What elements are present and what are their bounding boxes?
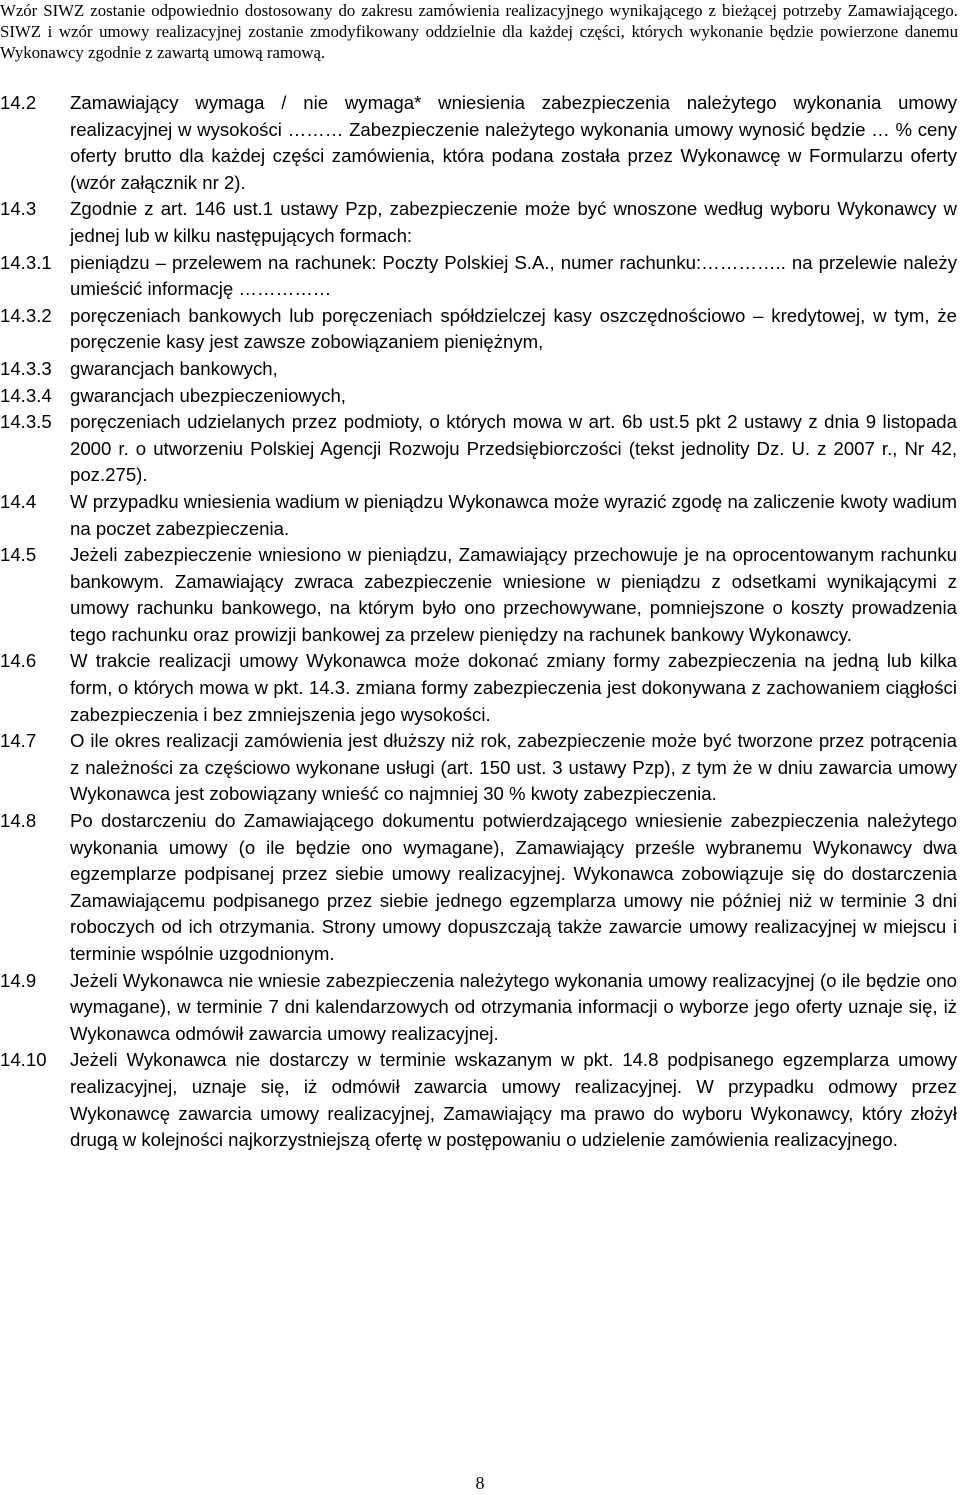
section-text: gwarancjach ubezpieczeniowych, [70, 384, 346, 406]
section-number: 14.3.2 [0, 304, 52, 326]
siwz-header-note: Wzór SIWZ zostanie odpowiednio dostosowany do zakresu zamówienia realizacyjnego wynikającego z bieżącej potrzeby Zamawiającego. SIWZ i wzór umowy realizacyjnej zostanie zmodyfikowany oddzielnie dla każdej części, których wykonanie będzie powierzone danemu Wykonawcy zgodnie z zawartą umową ramową. [0, 1, 958, 62]
section-number: 14.6 [0, 650, 37, 672]
section-number: 14.2 [0, 92, 37, 113]
section-14-5 [0, 542, 957, 648]
section-14-3-2 [0, 303, 957, 356]
section-number: 14.3.3 [0, 357, 52, 379]
section-14-3-5 [0, 409, 957, 489]
section-14-3-1 [0, 250, 957, 303]
section-14-8 [0, 808, 957, 968]
section-text: W trakcie realizacji umowy Wykonawca może dokonać zmiany formy zabezpieczenia na jedną lub kilka form, o których mowa w pkt. 14.3. zmiana formy zabezpieczenia jest dokonywana z zachowaniem ciągłości zabezpieczenia i bez zmniejszenia jego wysokości. [70, 650, 957, 725]
section-number: 14.4 [0, 490, 37, 512]
section-number: 14.8 [0, 810, 37, 832]
section-number: 14.3.5 [0, 411, 52, 433]
section-text: Po dostarczeniu do Zamawiającego dokumentu potwierdzającego wniesienie zabezpieczenia należytego wykonania umowy (o ile będzie ono wymagane), Zamawiający prześle wybranemu Wykonawcy dwa egzemplarze podpisanej przez siebie umowy realizacyjnej. Wykonawca zobowiązuje się do dostarczenia Zamawiającemu podpisanego przez siebie jednego egzemplarza umowy nie później niż w terminie 3 dni roboczych od ich otrzymania. Strony umowy dopuszczają także zawarcie umowy realizacyjnej w miejscu i terminie wspólnie uzgodnionym. [70, 810, 957, 964]
section-number: 14.7 [0, 730, 37, 752]
section-number: 14.5 [0, 544, 37, 566]
section-text: poręczeniach udzielanych przez podmioty, o których mowa w art. 6b ust.5 pkt 2 ustawy z dnia 9 listopada 2000 r. o utworzeniu Polskiej Agencji Rozwoju Przedsiębiorczości (tekst jednolity Dz. U. z 2007 r., Nr 42, poz.275). [70, 411, 957, 486]
security-section-list [0, 90, 957, 1154]
section-text: Zgodnie z art. 146 ust.1 ustawy Pzp, zabezpieczenie może być wnoszone według wyboru Wykonawcy w jednej lub w kilku następujących formach: [70, 198, 957, 246]
section-text: gwarancjach bankowych, [70, 357, 278, 379]
section-14-7 [0, 728, 957, 808]
section-14-10 [0, 1047, 957, 1153]
section-14-4 [0, 489, 957, 542]
section-text: pieniądzu – przelewem na rachunek: Poczty Polskiej S.A., numer rachunku:………….. na przelewie należy umieścić informację …………… [70, 251, 957, 300]
section-14-3-3 [0, 356, 957, 383]
section-number: 14.3 [0, 198, 37, 220]
section-number: 14.3.4 [0, 384, 52, 406]
section-14-3-4 [0, 383, 957, 410]
section-14-3 [0, 196, 957, 249]
section-14-6 [0, 648, 957, 728]
section-text: Jeżeli Wykonawca nie dostarczy w terminie wskazanym w pkt. 14.8 podpisanego egzemplarza umowy realizacyjnej, uznaje się, iż odmówił zawarcia umowy realizacyjnej. W przypadku odmowy przez Wykonawcę zawarcia umowy realizacyjnej, Zamawiający ma prawo do wyboru Wykonawcy, który złożył drugą w kolejności najkorzystniejszą ofertę w postępowaniu o udzielenie zamówienia realizacyjnego. [70, 1049, 957, 1151]
section-14-2 [0, 90, 957, 196]
section-number: 14.3.1 [0, 251, 52, 273]
section-text: O ile okres realizacji zamówienia jest dłuższy niż rok, zabezpieczenie może być tworzone przez potrącenia z należności za częściowo wykonane usługi (art. 150 ust. 3 ustawy Pzp), z tym że w dniu zawarcia umowy Wykonawca jest zobowiązany wnieść co najmniej 30 % kwoty zabezpieczenia. [70, 730, 957, 805]
section-text: Jeżeli zabezpieczenie wniesiono w pieniądzu, Zamawiający przechowuje je na oprocentowanym rachunku bankowym. Zamawiający zwraca zabezpieczenie wniesione w pieniądzu z odsetkami wynikającymi z umowy rachunku bankowego, na którym było ono przechowywane, pomniejszone o koszty prowadzenia tego rachunku oraz prowizji bankowej za przelew pieniędzy na rachunek bankowy Wykonawcy. [70, 544, 957, 645]
page-number: 8 [475, 1473, 485, 1493]
section-text: Jeżeli Wykonawca nie wniesie zabezpieczenia należytego wykonania umowy realizacyjnej (o ile będzie ono wymagane), w terminie 7 dni kalendarzowych od otrzymania informacji o wyborze jego oferty uznaje się, iż Wykonawca odmówił zawarcia umowy realizacyjnej. [70, 969, 957, 1044]
section-text: Zamawiający wymaga / nie wymaga* wniesienia zabezpieczenia należytego wykonania umowy realizacyjnej w wysokości ……… Zabezpieczenie należytego wykonania umowy wynosić będzie … % ceny oferty brutto dla każdej części zamówienia, która podana została przez Wykonawcę w Formularzu oferty (wzór załącznik nr 2). [70, 92, 957, 193]
section-text: W przypadku wniesienia wadium w pieniądzu Wykonawca może wyrazić zgodę na zaliczenie kwoty wadium na poczet zabezpieczenia. [70, 490, 957, 539]
section-number: 14.9 [0, 969, 37, 991]
section-text: poręczeniach bankowych lub poręczeniach spółdzielczej kasy oszczędnościowo – kredytowej, w tym, że poręczenie kasy jest zawsze zobowiązaniem pieniężnym, [70, 304, 957, 353]
section-number: 14.10 [0, 1049, 47, 1071]
section-14-9 [0, 968, 957, 1048]
